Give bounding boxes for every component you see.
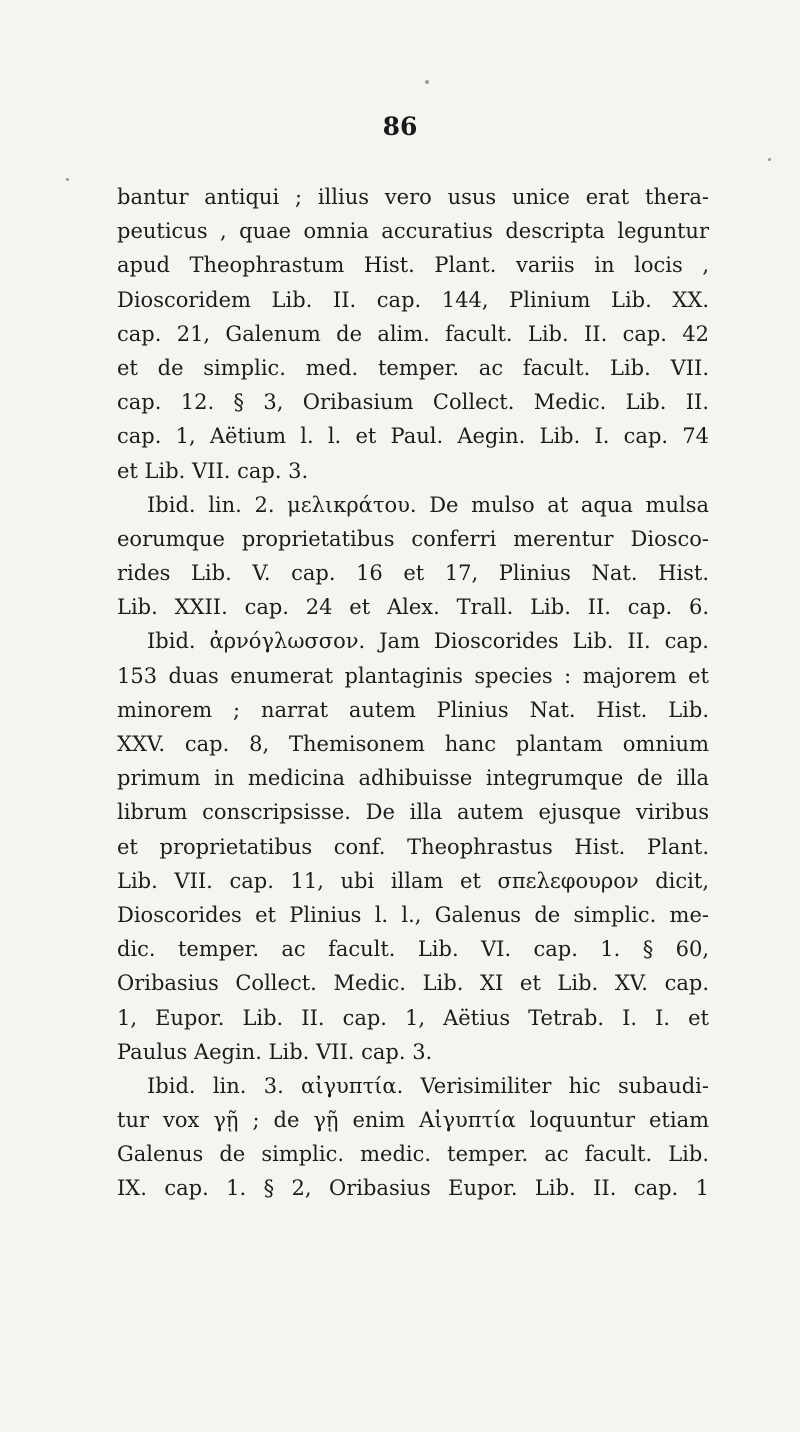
text-line: librum conscripsisse. De illa autem ejusque viribus: [117, 800, 709, 825]
text-line: apud Theophrastum Hist. Plant. variis in locis ,: [117, 253, 709, 278]
text-line: Ibid. ἀρνόγλωσσον. Jam Dioscorides Lib. II. cap.: [147, 629, 709, 654]
text-line: bantur antiqui ; illius vero usus unice erat thera-: [117, 185, 709, 209]
text-line: Lib. VII. cap. 11, ubi illam et σπελεφουρον dicit,: [117, 868, 709, 893]
text-line: et de simplic. med. temper. ac facult. Lib. VII.: [117, 355, 709, 380]
text-line: rides Lib. V. cap. 16 et 17, Plinius Nat. Hist.: [117, 561, 709, 586]
text-line: cap. 12. § 3, Oribasium Collect. Medic. Lib. II.: [117, 390, 709, 415]
text-line: Lib. XXII. cap. 24 et Alex. Trall. Lib. II. cap. 6.: [117, 595, 709, 620]
text-line: XXV. cap. 8, Themisonem hanc plantam omnium: [117, 732, 709, 756]
text-line: dic. temper. ac facult. Lib. VI. cap. 1. § 60,: [117, 937, 709, 962]
text-line: Oribasius Collect. Medic. Lib. XI et Lib. XV. cap.: [117, 971, 709, 996]
text-line: Dioscoridem Lib. II. cap. 144, Plinium Lib. XX.: [117, 287, 709, 312]
text-line: eorumque proprietatibus conferri merentur Diosco-: [117, 526, 709, 551]
text-line: et proprietatibus conf. Theophrastus Hist. Plant.: [117, 834, 709, 859]
body-text: [117, 180, 709, 1206]
text-line: Dioscorides et Plinius l. l., Galenus de simplic. me-: [117, 902, 709, 927]
text-line: Ibid. lin. 2. μελικράτου. De mulso at aqua mulsa: [147, 492, 709, 517]
paper-speck: [425, 80, 429, 84]
text-line: Ibid. lin. 3. αἰγυπτία. Verisimiliter hic subaudi-: [147, 1073, 709, 1098]
text-line: Paulus Aegin. Lib. VII. cap. 3.: [117, 1039, 433, 1064]
text-line: cap. 1, Aëtium l. l. et Paul. Aegin. Lib. I. cap. 74: [117, 424, 709, 449]
text-line: cap. 21, Galenum de alim. facult. Lib. II. cap. 42: [117, 321, 709, 346]
page-number: 86: [382, 112, 418, 141]
text-line: primum in medicina adhibuisse integrumque de illa: [117, 766, 709, 791]
text-line: minorem ; narrat autem Plinius Nat. Hist. Lib.: [117, 697, 709, 722]
paper-speck: [66, 178, 69, 181]
paper-speck: [768, 158, 771, 161]
text-line: 153 duas enumerat plantaginis species : majorem et: [117, 663, 709, 688]
text-line: peuticus , quae omnia accuratius descripta leguntur: [117, 219, 709, 244]
text-line: IX. cap. 1. § 2, Oribasius Eupor. Lib. II. cap. 1: [117, 1176, 709, 1201]
text-line: tur vox γῇ ; de γῇ enim Αἰγυπτία loquuntur etiam: [117, 1108, 709, 1133]
text-line: et Lib. VII. cap. 3.: [117, 458, 309, 483]
text-line: Galenus de simplic. medic. temper. ac facult. Lib.: [117, 1142, 709, 1167]
text-line: 1, Eupor. Lib. II. cap. 1, Aëtius Tetrab. I. I. et: [117, 1005, 709, 1030]
